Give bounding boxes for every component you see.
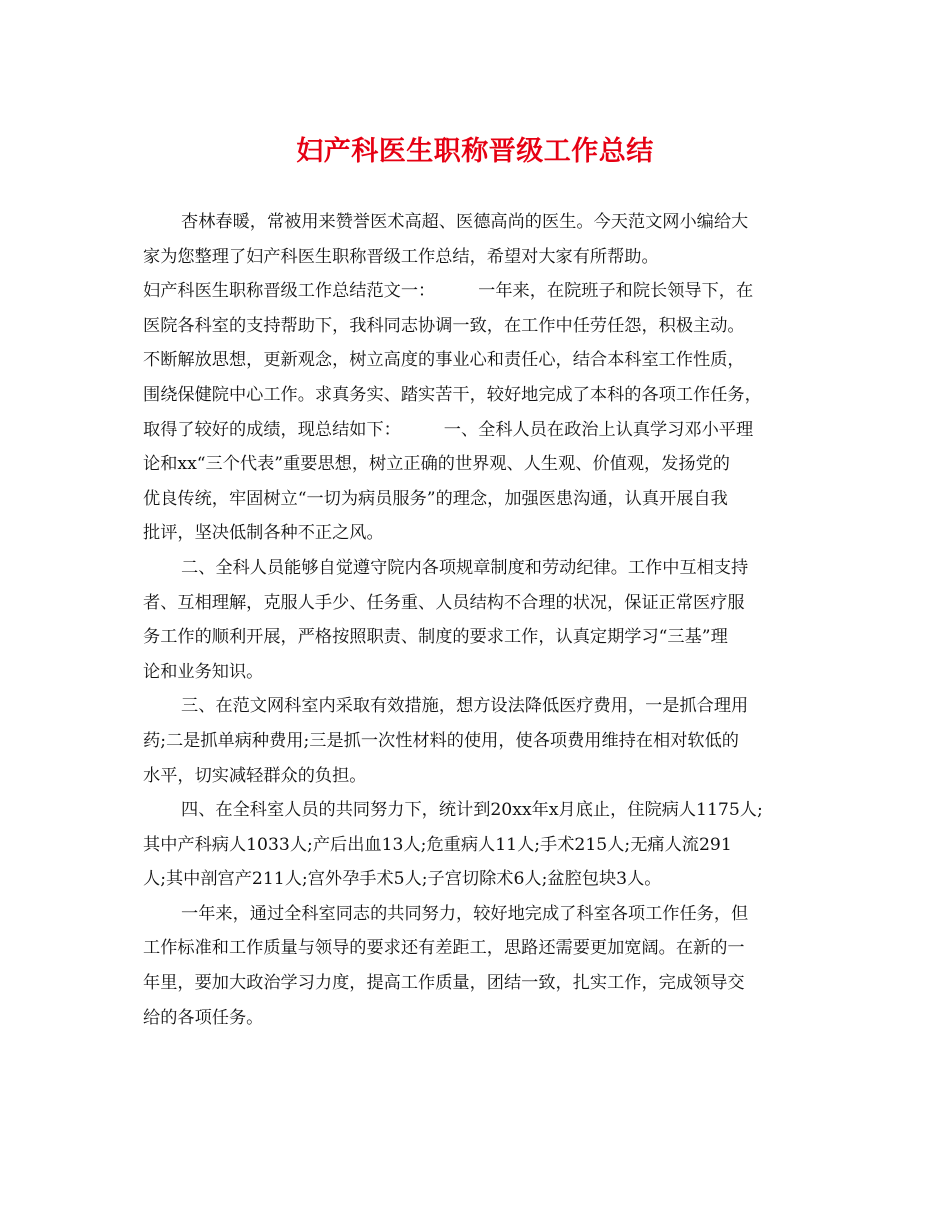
page-title: 妇产科医生职称晋级工作总结	[296, 136, 654, 167]
text-line: 者、互相理解，克服人手少、任务重、人员结构不合理的状况，保证正常医疗服	[143, 592, 745, 613]
text-line: 年里，要加大政治学习力度，提高工作质量，团结一致，扎实工作，完成领导交	[143, 973, 745, 994]
text-line: 工作标准和工作质量与领导的要求还有差距工，思路还需要更加宽阔。在新的一	[143, 938, 745, 959]
text-line: 一年来，通过全科室同志的共同努力，较好地完成了科室各项工作任务，但	[181, 903, 749, 924]
text-line: 人;其中剖宫产211人;宫外孕手术5人;子宫切除术6人;盆腔包块3人。	[143, 869, 662, 890]
text-line: 不断解放思想，更新观念，树立高度的事业心和责任心，结合本科室工作性质，	[143, 350, 745, 371]
text-line: 四、在全科室人员的共同努力下，统计到20xx年x月底止，住院病人1175人;	[181, 800, 763, 821]
text-line: 药;二是抓单病种费用;三是抓一次性材料的使用，使各项费用维持在相对软低的	[143, 730, 739, 751]
text-line: 批评，坚决低制各种不正之风。	[143, 523, 384, 544]
text-line: 水平，切实减轻群众的负担。	[143, 765, 367, 786]
text-line: 医院各科室的支持帮助下，我科同志协调一致，在工作中任劳任怨，积极主动。	[143, 315, 745, 336]
text-line: 论和业务知识。	[143, 661, 264, 682]
text-line: 家为您整理了妇产科医生职称晋级工作总结，希望对大家有所帮助。	[143, 246, 659, 267]
document-body	[143, 205, 808, 1035]
text-line: 其中产科病人1033人;产后出血13人;危重病人11人;手术215人;无痛人流291	[143, 834, 732, 855]
text-line: 给的各项任务。	[143, 1007, 264, 1028]
text-line: 围绕保健院中心工作。求真务实、踏实苦干，较好地完成了本科的各项工作任务，	[143, 384, 762, 405]
text-line: 论和xx“三个代表”重要思想，树立正确的世界观、人生观、价值观，发扬党的	[143, 454, 730, 475]
text-line: 三、在范文网科室内采取有效措施，想方设法降低医疗费用，一是抓合理用	[181, 696, 749, 717]
text-line: 杏林春暖，常被用来赞誉医术高超、医德高尚的医生。今天范文网小编给大	[181, 212, 749, 232]
text-line: 妇产科医生职称晋级工作总结范文一： 一年来，在院班子和院长领导下，在	[143, 281, 754, 302]
text-line: 取得了较好的成绩，现总结如下： 一、全科人员在政治上认真学习邓小平理	[143, 419, 754, 440]
text-line: 优良传统，牢固树立“一切为病员服务”的理念，加强医患沟通，认真开展自我	[143, 488, 728, 509]
text-line: 二、全科人员能够自觉遵守院内各项规章制度和劳动纪律。工作中互相支持	[181, 557, 749, 578]
text-line: 务工作的顺利开展，严格按照职责、制度的要求工作，认真定期学习“三基”理	[143, 627, 728, 648]
